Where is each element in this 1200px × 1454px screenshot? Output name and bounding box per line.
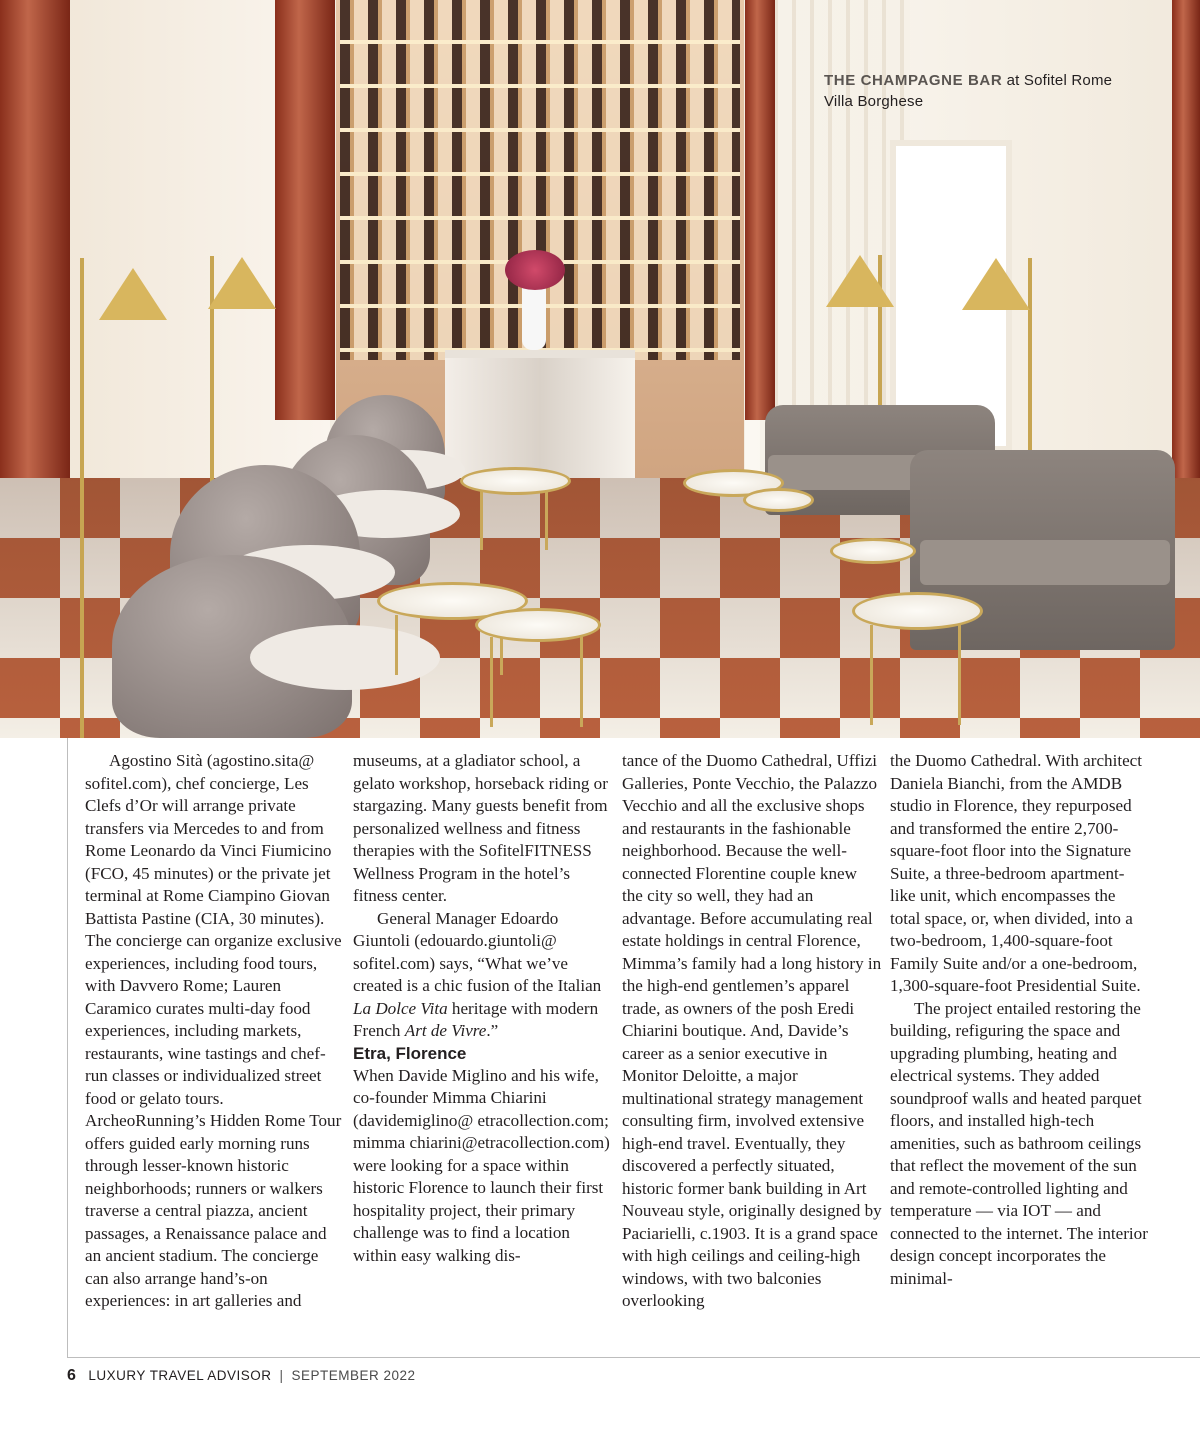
photo-table-leg [870, 625, 873, 725]
photo-chair-cushion [250, 625, 440, 690]
article-column-3 [622, 750, 882, 1313]
photo-table-leg [480, 490, 483, 550]
page-number: 6 [67, 1367, 77, 1384]
photo-caption [824, 70, 1144, 112]
body-paragraph: the Duomo Cathedral. With architect Daniela Bianchi, from the AMDB studio in Florence, they repurposed and transformed the entire 2,700-square-foot floor into the Signature Suite, a three-bedroom apartment-like unit, which encompasses the total space, or, when divided, into a two-bedroom, 1,400-square-foot Family Suite and/or a one-bedroom, 1,300-square-foot Presidential Suite. [890, 751, 1142, 995]
photo-side-table [743, 488, 814, 512]
body-paragraph: museums, at a gladiator school, a gelato workshop, horseback riding or stargazing. Many guests benefit from personalized wellness and fitness therapies with the SofitelFITNESS Wellness Program in the hotel’s fitness center. [353, 751, 608, 905]
photo-table-leg [958, 625, 961, 725]
column-rule-left [67, 738, 68, 1358]
quote-italic-term: Art de Vivre [404, 1021, 487, 1040]
section-subhead: Etra, Florence [353, 1043, 467, 1063]
photo-caption-bold: THE CHAMPAGNE BAR [824, 72, 1003, 89]
issue-date: SEPTEMBER 2022 [291, 1368, 416, 1383]
quote-text: .” [486, 1021, 499, 1040]
photo-side-table [830, 538, 916, 564]
photo-side-table [460, 467, 571, 495]
quote-italic-term: La Dolce Vita [353, 998, 448, 1018]
article-column-1 [85, 750, 345, 1313]
photo-pillar-mid-left [275, 0, 335, 420]
photo-lamp-shade [962, 258, 1030, 310]
photo-floor-lamp [80, 258, 84, 738]
photo-table-leg [395, 615, 398, 675]
photo-vase [522, 285, 546, 350]
quote-text: heritage with modern French [353, 998, 599, 1040]
page-footer [67, 1367, 416, 1385]
photo-lamp-shade [99, 268, 167, 320]
article-column-2 [353, 750, 613, 1267]
photo-table-leg [545, 490, 548, 550]
body-paragraph: The project entailed restoring the building, refiguring the space and upgrading plumbing, heating and electrical systems. They added soundproof walls and heated parquet floors, and installed high-tech amenities, such as bathroom ceilings that reflect the movement of the sun and remote-controlled lighting and temperature — via IOT — and connected to the internet. The interior design concept incorporates the minimal- [890, 998, 1148, 1288]
footer-separator: | [279, 1368, 284, 1383]
body-paragraph: tance of the Duomo Cathedral, Uffizi Galleries, Ponte Vecchio, the Palazzo Vecchio and all the exclusive shops and restaurants in the fashionable neighborhood. Because the well-connected Florentine couple knew the city so well, they had an advantage. Before accumulating real estate holdings in central Florence, Mimma’s family had a long history in the high-end gentlemen’s apparel trade, as owners of the posh Eredi Chiarini boutique. And, Davide’s career as a senior executive in Monitor Deloitte, a major multinational strategy management consulting firm, involved extensive high-end travel. Eventually, they discovered a perfectly situated, historic former bank building in Art Nouveau style, originally designed by Paciarielli, c.1903. It is a grand space with high ceilings and ceiling-high windows, with two balconies overlooking [622, 751, 882, 1310]
footer-rule [67, 1357, 1200, 1358]
photo-lamp-shade [208, 257, 276, 309]
article-column-4 [890, 750, 1150, 1290]
photo-lamp-shade [826, 255, 894, 307]
photo-pillar-mid-right [745, 0, 775, 420]
quote-paragraph [353, 908, 613, 1043]
photo-caption-text: at Sofitel Rome Villa Borghese [824, 72, 1113, 110]
body-paragraph: When Davide Miglino and his wife, co-founder Mimma Chiarini (davidemiglino@ etracollection.com; mimma chiarini@etracollection.com) were looking for a space within historic Florence to launch their first hospitality project, their primary challenge was to find a location within easy walking dis- [353, 1065, 610, 1265]
photo-table-leg [490, 637, 493, 727]
quote-text: General Manager Edoardo Giuntoli (edouardo.giuntoli@ sofitel.com) says, “What we’ve created is a chic fusion of the Italian [353, 908, 602, 995]
body-paragraph: Agostino Sità (agostino.sita@ sofitel.com), chef concierge, Les Clefs d’Or will arrange private transfers via Mercedes to and from Rome Leonardo da Vinci Fiumicino (FCO, 45 minutes) or the private jet terminal at Rome Ciampino Giovan Battista Pastine (CIA, 30 minutes). The concierge can organize exclusive experiences, including food tours, with Davvero Rome; Lauren Caramico curates multi-day food experiences, including markets, restaurants, wine tastings and chef-run classes or individualized street food or gelato tours. ArcheoRunning’s Hidden Rome Tour offers guided early morning runs through lesser-known historic neighborhoods; runners or walkers traverse a central piazza, ancient passages, a Renaissance palace and an ancient stadium. The concierge can also arrange hand’s-on experiences: in art galleries and [85, 751, 342, 1310]
publication-name: LUXURY TRAVEL ADVISOR [88, 1368, 272, 1383]
photo-sofa-seat [920, 540, 1170, 585]
photo-table-leg [580, 637, 583, 727]
photo-flowers [505, 250, 565, 290]
